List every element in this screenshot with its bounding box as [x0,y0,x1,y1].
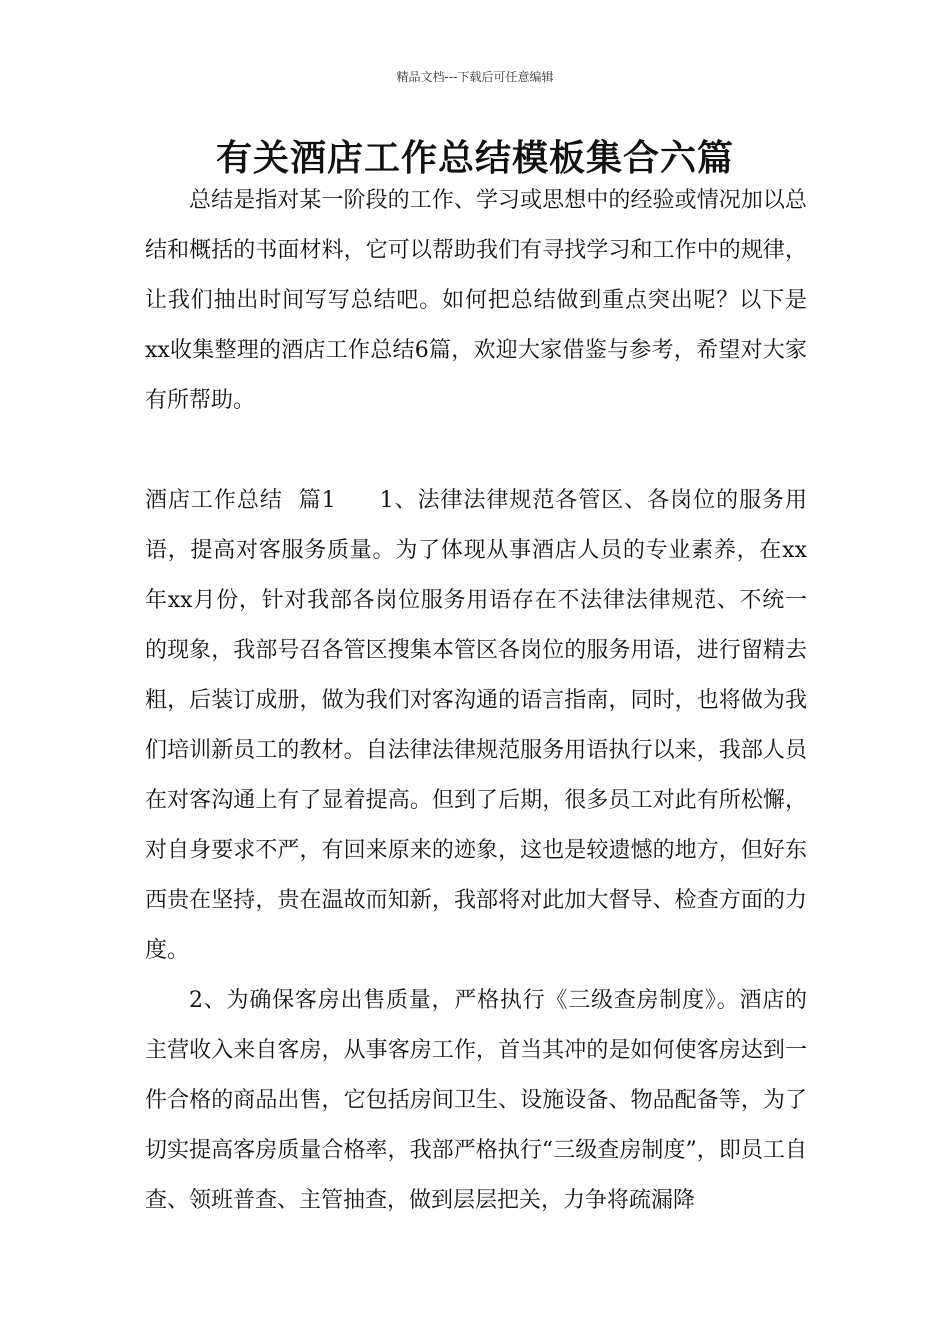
page-header: 精品文档---下载后可任意编辑 [396,70,554,84]
section1-paragraph-2: 2、为确保客房出售质量，严格执行《三级查房制度》。酒店的主营收入来自客房，从事客房工作，首当其冲的是如何使客房达到一件合格的商品出售，它包括房间卫生、设施设备、物品配备等，为了切实提高客房质量合格率，我部严格执行“三级查房制度”，即员工自查、领班普查、主管抽查，做到层层把关，力争将疏漏降 [145,988,807,1213]
paragraph-gap [145,426,807,476]
section1-para1-text: 1、法律法律规范各管区、各岗位的服务用语，提高对客服务质量。为了体现从事酒店人员的专业素养，在xx年xx月份，针对我部各岗位服务用语存在不法律法律规范、不统一的现象，我部号召各管区搜集本管区各岗位的服务用语，进行留精去粗，后装订成册，做为我们对客沟通的语言指南，同时，也将做为我们培训新员工的教材。自法律法律规范服务用语执行以来，我部人员在对客沟通上有了显着提高。但到了后期，很多员工对此有所松懈，对自身要求不严，有回来原来的迹象，这也是较遗憾的地方，但好东西贵在坚持，贵在温故而知新，我部将对此加大督导、检查方面的力度。 [145,488,807,963]
document-title: 有关酒店工作总结模板集合六篇 [215,138,734,179]
section1-spacer [336,488,380,513]
section1-paragraph-1 [145,476,807,976]
section1-heading: 酒店工作总结 篇1 [145,488,336,513]
intro-paragraph: 总结是指对某一阶段的工作、学习或思想中的经验或情况加以总结和概括的书面材料，它可以帮助我们有寻找学习和工作中的规律，让我们抽出时间写写总结吧。如何把总结做到重点突出呢？以下是xx收集整理的酒店工作总结6篇，欢迎大家借鉴与参考，希望对大家有所帮助。 [145,188,807,413]
document-body [145,176,807,1226]
